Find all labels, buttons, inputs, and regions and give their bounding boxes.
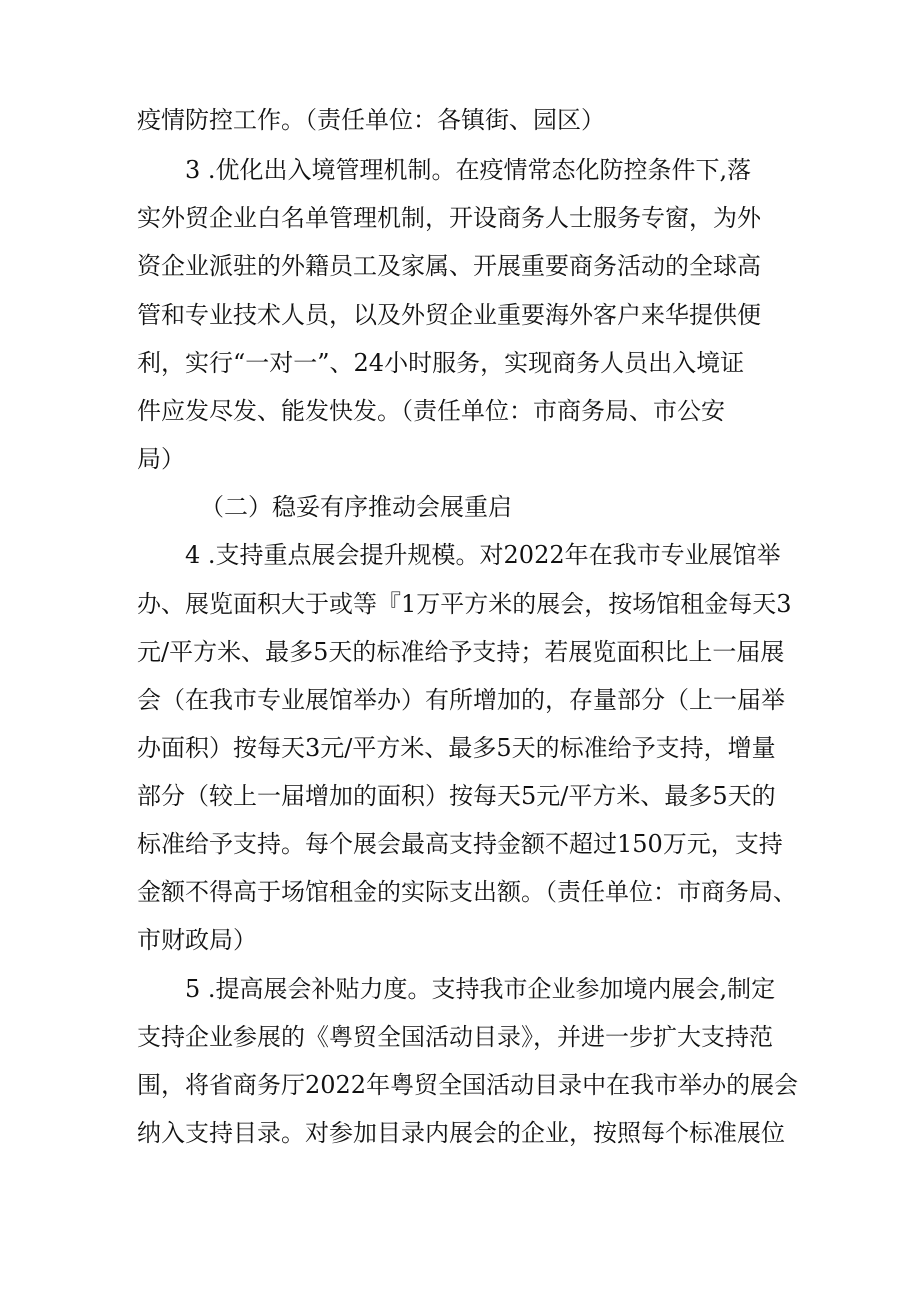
text-line: 5 .提高展会补贴力度。支持我市企业参加境内展会,制定	[185, 975, 776, 1003]
text-line: 实外贸企业白名单管理机制，开设商务人士服务专窗，为外	[137, 204, 761, 232]
text-line: 资企业派驻的外籍员工及家属、开展重要商务活动的全球高	[137, 252, 761, 280]
text-line: 围，将省商务厅2022年粤贸全国活动目录中在我市举办的展会	[137, 1071, 799, 1099]
text-line: 局）	[137, 445, 185, 473]
text-line: 3 .优化出入境管理机制。在疫情常态化防控条件下,落	[185, 156, 752, 184]
text-line: 纳入支持目录。对参加目录内展会的企业，按照每个标准展位	[137, 1119, 785, 1147]
text-line: 标准给予支持。每个展会最高支持金额不超过150万元，支持	[137, 830, 783, 858]
text-line: 办面积）按每天3元/平方米、最多5天的标准给予支持，增量	[137, 734, 776, 762]
text-line: 部分（较上一届增加的面积）按每天5元/平方米、最多5天的	[137, 782, 776, 810]
text-line: 利，实行“一对一”、24小时服务，实现商务人员出入境证	[137, 349, 745, 377]
text-line: 办、展览面积大于或等『1万平方米的展会，按场馆租金每天3	[137, 590, 792, 618]
text-line: 支持企业参展的《粤贸全国活动目录》，并进一步扩大支持范	[137, 1023, 773, 1051]
text-line: 4 .支持重点展会提升规模。对2022年在我市专业展馆举	[185, 541, 781, 569]
section-heading: （二）稳妥有序推动会展重启	[200, 493, 512, 521]
text-line: 管和专业技术人员，以及外贸企业重要海外客户来华提供便	[137, 301, 761, 329]
text-line: 市财政局）	[137, 926, 257, 954]
text-line: 元/平方米、最多5天的标准给予支持；若展览面积比上一届展	[137, 638, 785, 666]
text-line: 疫情防控工作。（责任单位：各镇街、园区）	[137, 106, 605, 134]
text-line: 会（在我市专业展馆举办）有所增加的，存量部分（上一届举	[137, 686, 785, 714]
text-line: 金额不得高于场馆租金的实际支出额。（责任单位：市商务局、	[137, 878, 797, 906]
text-line: 件应发尽发、能发快发。（责任单位：市商务局、市公安	[137, 397, 725, 425]
